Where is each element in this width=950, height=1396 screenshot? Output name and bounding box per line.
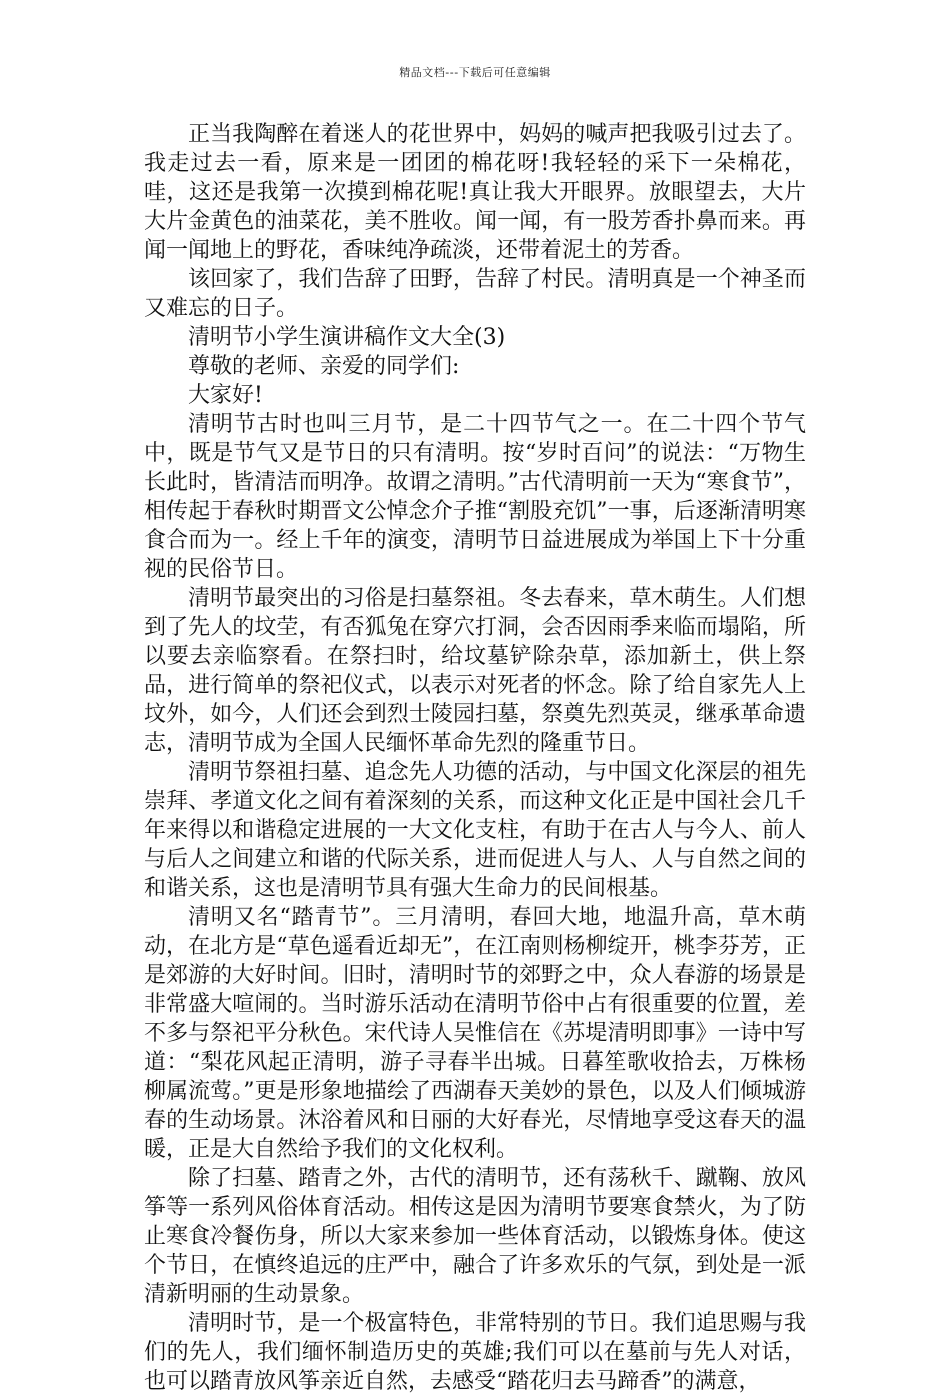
- page-header: 精品文档---下载后可任意编辑: [399, 66, 551, 79]
- section-title: 清明节小学生演讲稿作文大全(3): [188, 325, 506, 350]
- paragraph: 清明时节，是一个极富特色，非常特别的节日。我们追思赐与我们的先人，我们缅怀制造历史的英雄;我们可以在墓前与先人对话，也可以踏青放风筝亲近自然，去感受“踏花归去马蹄香”的满意，: [144, 1311, 806, 1394]
- paragraph: 清明节最突出的习俗是扫墓祭祖。冬去春来，草木萌生。人们想到了先人的坟茔，有否狐兔在穿穴打洞，会否因雨季来临而塌陷，所以要去亲临察看。在祭扫时，给坟墓铲除杂草，添加新土，供上祭品，进行简单的祭祀仪式，以表示对死者的怀念。除了给自家先人上坟外，如今，人们还会到烈士陵园扫墓，祭奠先烈英灵，继承革命遗志，清明节成为全国人民缅怀革命先烈的隆重节日。: [144, 586, 806, 756]
- document-body: [144, 120, 806, 1396]
- paragraph: 清明节祭祖扫墓、追念先人功德的活动，与中国文化深层的祖先崇拜、孝道文化之间有着深刻的关系，而这种文化正是中国社会几千年来得以和谐稳定进展的一大文化支柱，有助于在古人与今人、前人与后人之间建立和谐的代际关系，进而促进人与人、人与自然之间的和谐关系，这也是清明节具有强大生命力的民间根基。: [144, 760, 806, 901]
- greeting: 大家好!: [188, 383, 263, 408]
- paragraph: 正当我陶醉在着迷人的花世界中，妈妈的喊声把我吸引过去了。我走过去一看，原来是一团团的棉花呀!我轻轻的采下一朵棉花，哇，这还是我第一次摸到棉花呢!真让我大开眼界。放眼望去，大片大片金黄色的油菜花，美不胜收。闻一闻，有一股芳香扑鼻而来。再闻一闻地上的野花，香味纯净疏淡，还带着泥土的芳香。: [144, 122, 806, 263]
- paragraph: 清明节古时也叫三月节，是二十四节气之一。在二十四个节气中，既是节气又是节日的只有清明。按“岁时百问”的说法：“万物生长此时，皆清洁而明净。故谓之清明。”古代清明前一天为“寒食节”，相传起于春秋时期晋文公悼念介子推“割股充饥”一事，后逐渐清明寒食合而为一。经上千年的演变，清明节日益进展成为举国上下十分重视的民俗节日。: [144, 412, 806, 582]
- salutation: 尊敬的老师、亲爱的同学们:: [188, 354, 460, 379]
- paragraph: 该回家了，我们告辞了田野，告辞了村民。清明真是一个神圣而又难忘的日子。: [144, 267, 806, 321]
- paragraph: 除了扫墓、踏青之外，古代的清明节，还有荡秋千、蹴鞠、放风筝等一系列风俗体育活动。相传这是因为清明节要寒食禁火，为了防止寒食冷餐伤身，所以大家来参加一些体育活动，以锻炼身体。使这个节日，在慎终追远的庄严中，融合了许多欢乐的气氛，到处是一派清新明丽的生动景象。: [144, 1166, 806, 1307]
- paragraph: 清明又名“踏青节”。三月清明，春回大地，地温升高，草木萌动，在北方是“草色遥看近却无”，在江南则杨柳绽开，桃李芬芳，正是郊游的大好时间。旧时，清明时节的郊野之中，众人春游的场景是非常盛大喧闹的。当时游乐活动在清明节俗中占有很重要的位置，差不多与祭祀平分秋色。宋代诗人吴惟信在《苏堤清明即事》一诗中写道：“梨花风起正清明，游子寻春半出城。日暮笙歌收拾去，万株杨柳属流莺。”更是形象地描绘了西湖春天美妙的景色，以及人们倾城游春的生动场景。沐浴着风和日丽的大好春光，尽情地享受这春天的温暖，正是大自然给予我们的文化权利。: [144, 905, 806, 1162]
